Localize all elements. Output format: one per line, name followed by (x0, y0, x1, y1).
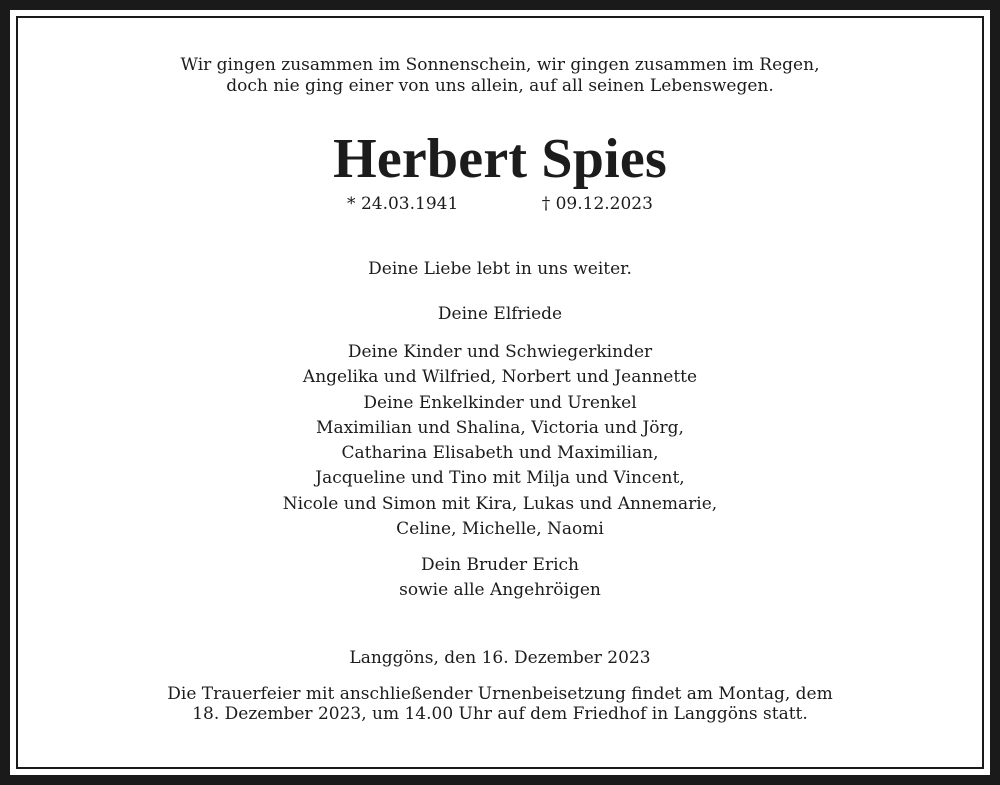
family-line: Maximilian und Shalina, Victoria und Jörg, (316, 417, 684, 438)
family-line: Jacqueline und Tino mit Milja und Vincent, (315, 468, 685, 489)
spouse-line: Deine Elfriede (437, 304, 563, 324)
family-line: Deine Kinder und Schwiegerkinder (347, 342, 653, 362)
life-dates (10, 193, 990, 215)
ceremony-info (10, 684, 990, 724)
motto-line: doch nie ging einer von uns allein, auf all seinen Lebenswegen. (226, 76, 774, 96)
motto-line: Wir gingen zusammen im Sonnenschein, wir gingen zusammen im Regen, (180, 55, 820, 75)
relatives-line: sowie alle Angehröigen (399, 580, 601, 600)
relatives-list (10, 553, 990, 603)
obituary-notice (10, 10, 990, 775)
family-line: Deine Enkelkinder und Urenkel (363, 392, 637, 413)
family-list (10, 340, 990, 542)
family-line: Celine, Michelle, Naomi (396, 519, 604, 540)
ceremony-line: 18. Dezember 2023, um 14.00 Uhr auf dem Friedhof in Langgöns statt. (192, 704, 808, 724)
deceased-name: Herbert Spies (333, 128, 667, 190)
family-line: Catharina Elisabeth und Maximilian, (341, 443, 659, 464)
family-line: Nicole und Simon mit Kira, Lukas und Annemarie, (282, 493, 718, 514)
birth-date: * 24.03.1941 (347, 194, 459, 214)
relatives-line: Dein Bruder Erich (421, 555, 579, 575)
notice-content (10, 10, 990, 775)
ceremony-line: Die Trauerfeier mit anschließender Urnenbeisetzung findet am Montag, dem (167, 684, 833, 704)
motto-verse (10, 55, 990, 97)
place-date: Langgöns, den 16. Dezember 2023 (349, 648, 651, 668)
death-date: † 09.12.2023 (541, 194, 653, 214)
dedication-line: Deine Liebe lebt in uns weiter. (368, 259, 632, 279)
family-line: Angelika und Wilfried, Norbert und Jeannette (302, 367, 698, 388)
